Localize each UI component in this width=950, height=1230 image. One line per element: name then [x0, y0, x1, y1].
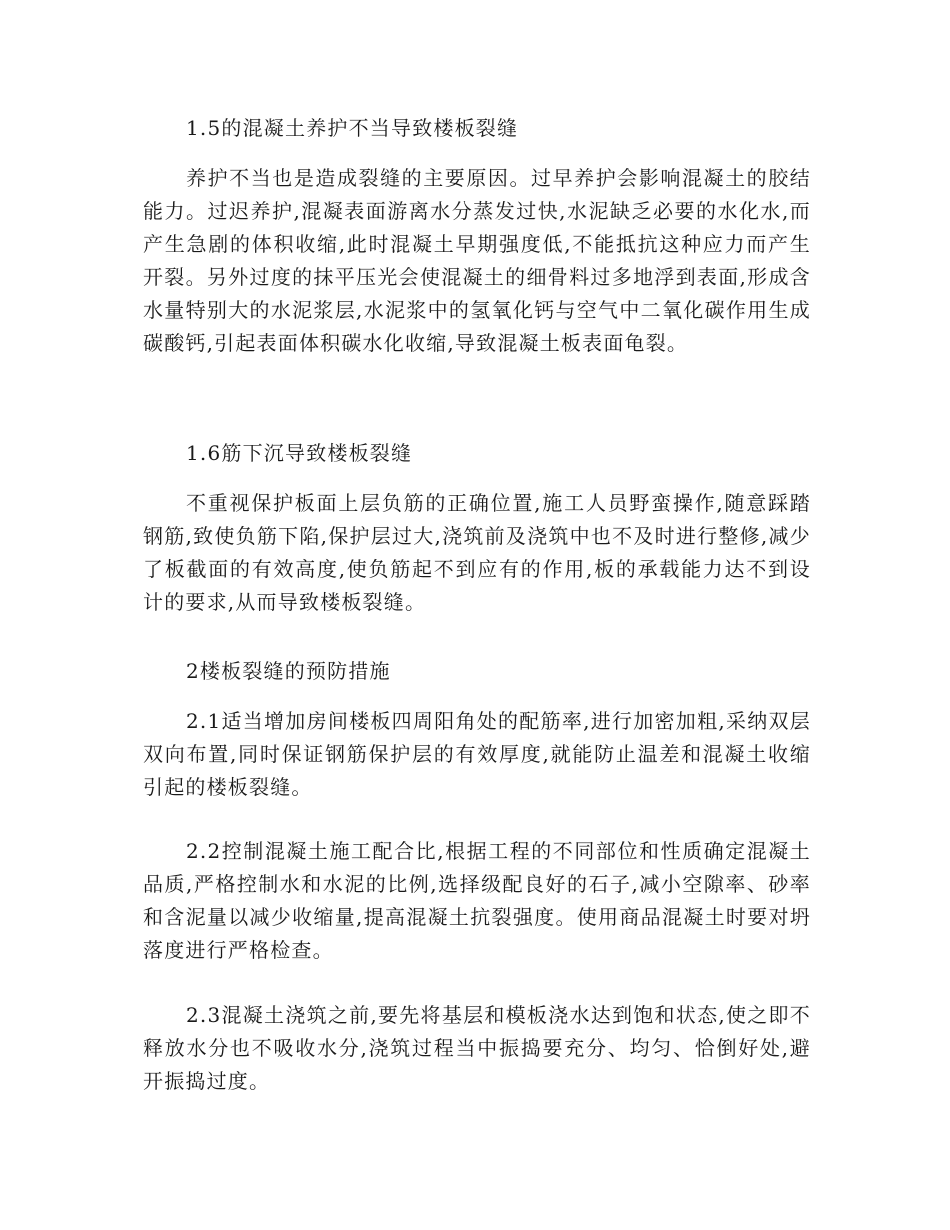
- paragraph-2-3: 2.3混凝土浇筑之前,要先将基层和模板浇水达到饱和状态,使之即不释放水分也不吸收水分,浇筑过程当中振捣要充分、均匀、恰倒好处,避开振捣过度。: [143, 1003, 811, 1093]
- section-heading-2: 2楼板裂缝的预防措施: [186, 659, 391, 683]
- paragraph-rebar-sinking: 不重视保护板面上层负筋的正确位置,施工人员野蛮操作,随意踩踏钢筋,致使负筋下陷,保护层过大,浇筑前及浇筑中也不及时进行整修,减少了板截面的有效高度,使负筋起不到应有的作用,板的承载能力达不到设计的要求,从而导致楼板裂缝。: [143, 491, 811, 614]
- paragraph-2-1: 2.1适当增加房间楼板四周阳角处的配筋率,进行加密加粗,采纳双层双向布置,同时保证钢筋保护层的有效厚度,就能防止温差和混凝土收缩引起的楼板裂缝。: [143, 709, 811, 799]
- paragraph-2-2: 2.2控制混凝土施工配合比,根据工程的不同部位和性质确定混凝土品质,严格控制水和水泥的比例,选择级配良好的石子,减小空隙率、砂率和含泥量以减少收缩量,提高混凝土抗裂强度。使用商品混凝土时要对坍落度进行严格检查。: [143, 839, 811, 962]
- paragraph-curing: 养护不当也是造成裂缝的主要原因。过早养护会影响混凝土的胶结能力。过迟养护,混凝表面游离水分蒸发过快,水泥缺乏必要的水化水,而产生急剧的体积收缩,此时混凝土早期强度低,不能抵抗这种应力而产生开裂。另外过度的抹平压光会使混凝土的细骨料过多地浮到表面,形成含水量特别大的水泥浆层,水泥浆中的氢氧化钙与空气中二氧化碳作用生成碳酸钙,引起表面体积碳水化收缩,导致混凝土板表面龟裂。: [143, 166, 811, 355]
- section-heading-1-6: 1.6筋下沉导致楼板裂缝: [186, 441, 413, 465]
- section-heading-1-5: 1.5的混凝土养护不当导致楼板裂缝: [186, 116, 519, 140]
